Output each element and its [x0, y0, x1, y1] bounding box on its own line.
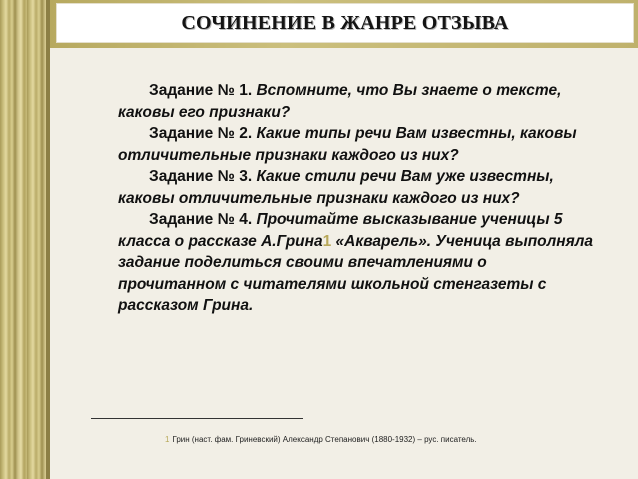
footnote-text: Грин (наст. фам. Гриневский) Александр Степанович (1880-1932) – рус. писатель. — [172, 435, 477, 444]
footnote-reference: 1 — [322, 232, 332, 250]
task-question: Вспомните, что Вы знаете о тексте, каковы его признаки? — [118, 82, 562, 121]
task-2 — [118, 123, 598, 166]
decorative-left-strip — [0, 0, 50, 479]
title-box — [56, 3, 634, 43]
task-label: Задание № 4. — [149, 211, 253, 228]
footnote — [165, 435, 477, 444]
tasks-content — [118, 80, 598, 317]
footnote-separator — [91, 418, 303, 419]
task-label: Задание № 1. — [149, 82, 253, 99]
slide-title: СОЧИНЕНИЕ В ЖАНРЕ ОТЗЫВА — [181, 11, 509, 34]
task-3 — [118, 166, 598, 209]
task-label: Задание № 3. — [149, 168, 253, 185]
task-question-tail: «Акварель». — [331, 232, 432, 250]
task-label: Задание № 2. — [149, 125, 253, 142]
task-4 — [118, 209, 598, 317]
task-question: Какие стили речи Вам уже известны, каковы отличительные признаки каждого из них? — [118, 168, 554, 207]
task-question: Прочитайте высказывание ученицы 5 класса о рассказе А.Грина — [118, 211, 563, 250]
task-1 — [118, 80, 598, 123]
footnote-number: 1 — [165, 435, 170, 444]
task-extra: Ученица выполняла задание поделиться своими впечатлениями о прочитанном с читателями школьной стенгазеты с рассказом Грина. — [118, 232, 594, 314]
task-question: Какие типы речи Вам известны, каковы отличительные признаки каждого из них? — [118, 125, 577, 164]
